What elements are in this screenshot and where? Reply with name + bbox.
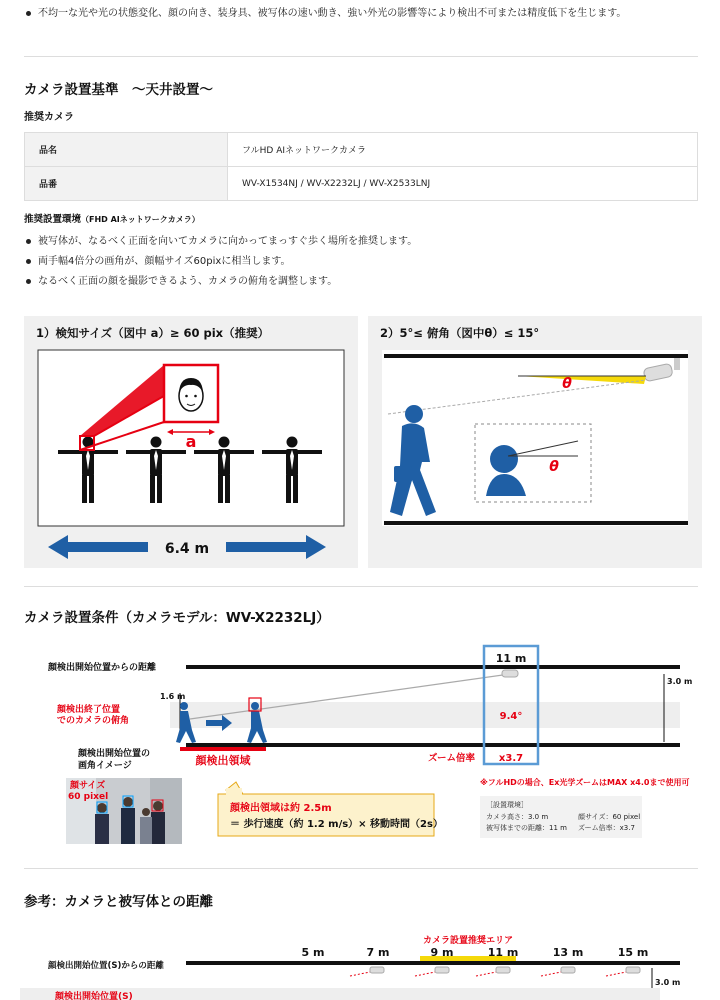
distance-value: 11 m	[495, 652, 527, 665]
divider	[24, 586, 698, 587]
angle-label: 顔検出終了位置	[57, 705, 121, 715]
zoom-note: ※フルHDの場合、Ex光学ズームはMAX x4.0まで使用可	[480, 778, 690, 787]
camera-icon	[502, 670, 518, 677]
env-box-title: ［設置環境］	[486, 801, 528, 809]
top-note: 不均一な光や光の状態変化、顔の向き、装身具、被写体の速い動き、強い外光の影響等により検出不可または精度低下を生じます。	[26, 7, 626, 21]
face-size-label: 60 pixel	[68, 792, 109, 802]
label-a: a	[185, 432, 197, 451]
table-value: WV-X1534NJ / WV-X2232LJ / WV-X2533LNJ	[228, 167, 698, 201]
env-heading-sub: （FHD AIネットワークカメラ）	[81, 215, 200, 224]
env-box-cell: ズーム倍率：x3.7	[578, 824, 635, 832]
camera-icon	[370, 967, 640, 973]
env-heading-main: 推奨設置環境	[24, 214, 82, 225]
list-item: 両手幅4倍分の画角が、顔幅サイズ60pixに相当します。	[26, 255, 291, 269]
camera-spec-table	[24, 132, 698, 201]
table-key: 品番	[25, 167, 228, 201]
angle-label: でのカメラの俯角	[57, 716, 130, 726]
distance-tick: 7 m	[366, 946, 390, 959]
distance-tick: 13 m	[552, 946, 584, 959]
env-box-cell: 顔サイズ：60 pixel	[578, 813, 641, 821]
height-label: 3.0 m	[667, 677, 693, 686]
theta-label: θ	[549, 459, 559, 475]
zoom-value: x3.7	[498, 753, 524, 764]
table-key: 品名	[25, 133, 228, 167]
section-title-reference: 参考：カメラと被写体との距離	[24, 894, 213, 910]
distance-tick: 9 m	[430, 946, 454, 959]
callout-box	[218, 782, 443, 836]
figure-detection-size	[24, 316, 358, 568]
distance-label: 顔検出開始位置からの距離	[48, 663, 157, 673]
image-label: 顔検出開始位置の	[78, 749, 151, 759]
fig1-title: 1）検知サイズ（図中 a）≥ 60 pix（推奨）	[36, 326, 270, 340]
camera-view-image	[66, 778, 182, 844]
distance-tick: 15 m	[617, 946, 649, 959]
divider	[24, 868, 698, 869]
env-box-cell: カメラ高さ：3.0 m	[486, 813, 549, 821]
env-box-cell: 被写体までの距離：11 m	[486, 824, 567, 832]
zoom-label: ズーム倍率	[428, 753, 476, 764]
section-title-installation: カメラ設置基準 ～天井設置～	[24, 82, 213, 98]
figure-distance-reference	[0, 928, 720, 1000]
distance-label: 顔検出開始位置(S)からの距離	[48, 961, 164, 971]
section-title-conditions: カメラ設置条件（カメラモデル：WV-X2232LJ）	[24, 610, 330, 626]
callout-text: ＝ 歩行速度（約 1.2 m/s）× 移動時間（2s）	[230, 819, 443, 830]
list-item: なるべく正面の顔を撮影できるよう、カメラの俯角を調整します。	[26, 275, 337, 289]
figure-install-conditions	[0, 630, 720, 880]
environment-box	[480, 796, 642, 838]
width-label: 6.4 m	[164, 541, 210, 557]
height-label: 3.0 m	[655, 978, 681, 987]
theta-label: θ	[562, 376, 572, 392]
figure-depression-angle	[368, 316, 702, 568]
zone-label: 顔検出領域	[195, 754, 251, 767]
callout-text: 顔検出領域は約 2.5m	[230, 803, 332, 814]
env-heading	[24, 211, 200, 225]
distance-tick: 11 m	[487, 946, 519, 959]
table-row	[25, 133, 698, 167]
start-position-label: 顔検出開始位置(S)	[55, 992, 133, 1000]
table-value: フルHD AIネットワークカメラ	[228, 133, 698, 167]
table-row	[25, 167, 698, 201]
divider	[24, 56, 698, 57]
image-label: 画角イメージ	[78, 761, 132, 771]
person-height-label: 1.6 m	[160, 692, 186, 701]
area-label: カメラ設置推奨エリア	[422, 936, 514, 946]
distance-tick: 5 m	[301, 946, 325, 959]
angle-value: 9.4°	[499, 711, 523, 722]
face-icon	[179, 378, 203, 411]
face-size-label: 顔サイズ	[70, 781, 106, 791]
list-item: 被写体が、なるべく正面を向いてカメラに向かってまっすぐ歩く場所を推奨します。	[26, 235, 417, 249]
recommended-camera-heading: 推奨カメラ	[24, 112, 74, 123]
fig2-title: 2）5°≤ 俯角（図中θ）≤ 15°	[380, 326, 540, 340]
